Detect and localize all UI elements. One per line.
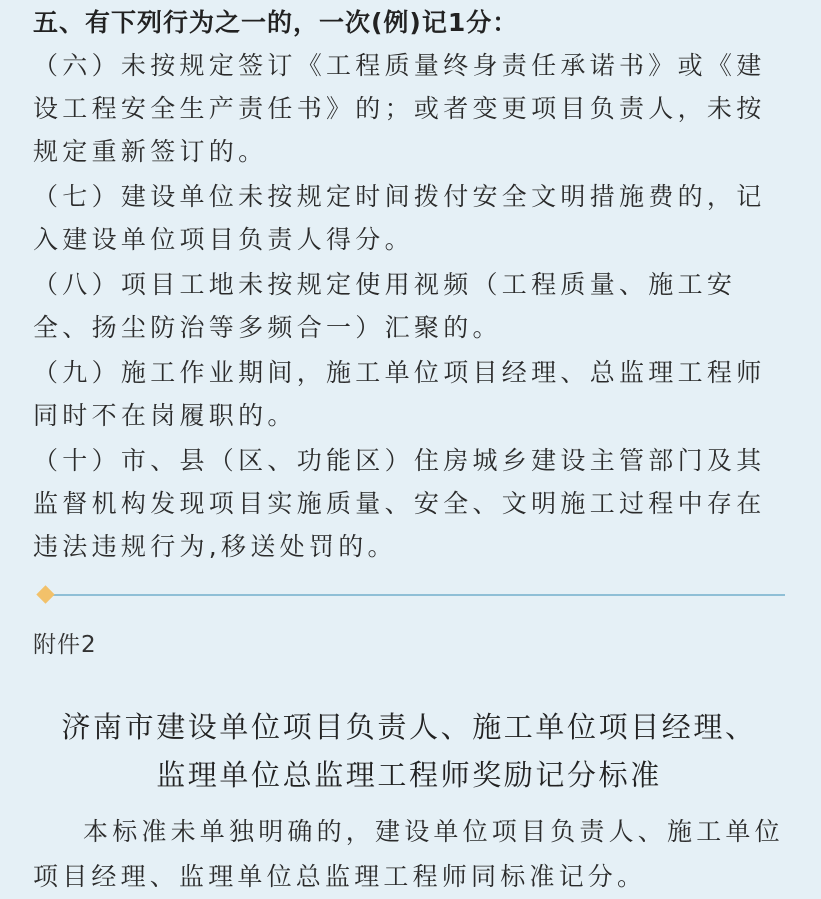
divider-line (47, 594, 785, 596)
body-paragraph: 本标准未单独明确的，建设单位项目负责人、施工单位项目经理、监理单位总监理工程师同标准记分。 (33, 817, 784, 891)
list-item: （九）施工作业期间，施工单位项目经理、总监理工程师同时不在岗履职的。 (33, 358, 766, 430)
list-item: （六）未按规定签订《工程质量终身责任承诺书》或《建设工程安全生产责任书》的；或者变更项目负责人，未按规定重新签订的。 (33, 51, 766, 166)
attachment-title-line-2: 监理单位总监理工程师奖励记分标准 (156, 758, 662, 792)
attachment-title-line-1: 济南市建设单位项目负责人、施工单位项目经理、 (61, 710, 757, 744)
list-item: （八）项目工地未按规定使用视频（工程质量、施工安全、扬尘防治等多频合一）汇聚的。 (33, 270, 737, 342)
attachment-label: 附件2 (33, 632, 97, 658)
diamond-icon (36, 585, 54, 603)
attachment-title (33, 703, 785, 799)
item-list (33, 44, 785, 568)
list-item: （十）市、县（区、功能区）住房城乡建设主管部门及其监督机构发现项目实施质量、安全、文明施工过程中存在违法违规行为,移送处罚的。 (33, 446, 766, 561)
list-item: （七）建设单位未按规定时间拨付安全文明措施费的，记入建设单位项目负责人得分。 (33, 182, 766, 254)
section-heading: 五、有下列行为之一的，一次(例)记1分： (33, 8, 519, 37)
section-divider (35, 584, 785, 604)
